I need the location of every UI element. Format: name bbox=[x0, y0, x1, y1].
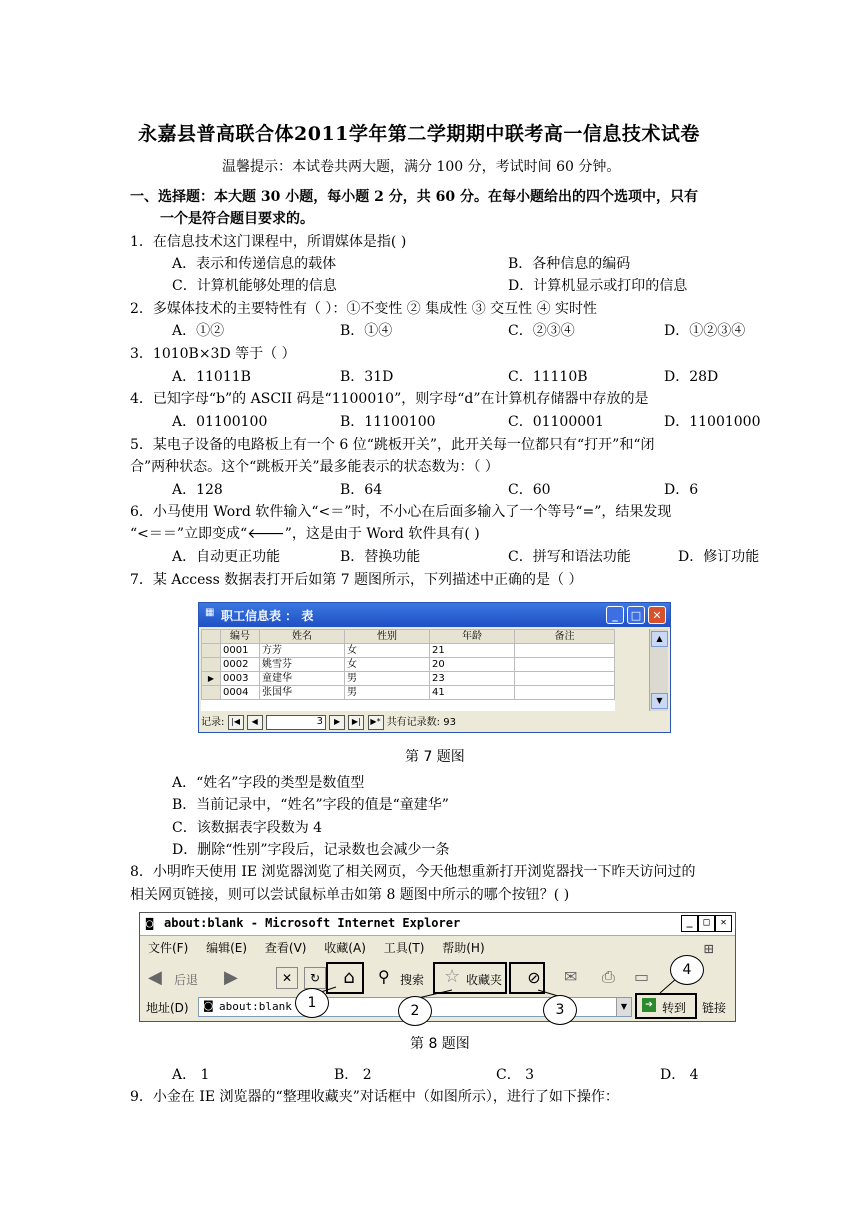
question-5-option-b: B．64 bbox=[340, 482, 383, 498]
menu-view[interactable]: 查看(V) bbox=[264, 941, 307, 955]
menu-tools[interactable]: 工具(T) bbox=[383, 941, 425, 955]
question-4-option-a: A．01100100 bbox=[172, 414, 268, 430]
scroll-up-icon[interactable]: ▲ bbox=[651, 631, 668, 647]
windows-logo-icon: ⊞ bbox=[704, 939, 714, 958]
question-5-stem: 5．某电子设备的电路板上有一个 6 位“跳板开关”，此开关每一位都只有“打开”和“闭 bbox=[130, 437, 655, 453]
home-icon[interactable]: ⌂ bbox=[343, 967, 355, 988]
first-record-icon[interactable]: |◀ bbox=[228, 715, 244, 730]
question-1-option-c: C．计算机能够处理的信息 bbox=[172, 278, 337, 294]
question-3-option-d: D．28D bbox=[664, 369, 719, 385]
new-record-icon[interactable]: ▶* bbox=[368, 715, 384, 730]
search-button-label[interactable]: 搜索 bbox=[400, 973, 425, 987]
table-cell[interactable]: 21 bbox=[430, 644, 515, 658]
callout-2: 2 bbox=[398, 996, 432, 1026]
question-2-option-b: B．①④ bbox=[340, 323, 393, 339]
question-8-option-a: A． 1 bbox=[172, 1067, 210, 1083]
access-window-title: 职工信息表 ： 表 bbox=[221, 609, 314, 623]
question-6-option-b: B．替换功能 bbox=[340, 549, 421, 565]
close-icon[interactable]: ✕ bbox=[648, 606, 666, 624]
question-2-option-a: A．①② bbox=[172, 323, 225, 339]
history-icon[interactable]: ⊘ bbox=[527, 968, 541, 987]
ie-window-title: about:blank - Microsoft Internet Explorer bbox=[164, 916, 461, 930]
exam-notice: 温馨提示：本试卷共两大题，满分 100 分，考试时间 60 分钟。 bbox=[222, 159, 621, 175]
callout-3: 3 bbox=[543, 995, 577, 1025]
menu-edit[interactable]: 编辑(E) bbox=[206, 941, 248, 955]
table-cell[interactable]: 23 bbox=[430, 672, 515, 686]
favorites-button-label[interactable]: 收藏夹 bbox=[466, 973, 503, 987]
record-label: 记录: bbox=[201, 717, 225, 728]
question-8-stem: 8．小明昨天使用 IE 浏览器浏览了相关网页，今天他想重新打开浏览器找一下昨天访问过的 bbox=[130, 864, 696, 880]
forward-arrow-icon[interactable]: ▶ bbox=[224, 967, 238, 988]
address-label: 地址(D) bbox=[146, 1001, 189, 1015]
question-5-stem-cont: 合”两种状态。这个“跳板开关”最多能表示的状态数为：（ ） bbox=[130, 459, 499, 475]
question-2-option-c: C．②③④ bbox=[508, 323, 575, 339]
refresh-icon[interactable]: ↻ bbox=[304, 967, 326, 989]
column-header[interactable]: 性别 bbox=[345, 630, 430, 644]
address-value: about:blank bbox=[219, 1000, 292, 1013]
question-7-stem: 7．某 Access 数据表打开后如第 7 题图所示，下列描述中正确的是（ ） bbox=[130, 572, 583, 588]
ie-page-icon: ◙ bbox=[146, 916, 154, 930]
question-7-option-d: D．删除“性别”字段后，记录数也会减少一条 bbox=[172, 842, 450, 858]
callout-4: 4 bbox=[670, 955, 704, 985]
question-5-option-c: C．60 bbox=[508, 482, 551, 498]
table-cell[interactable]: 0001 bbox=[221, 644, 260, 658]
table-cell[interactable]: 男 bbox=[345, 672, 430, 686]
question-1-stem: 1．在信息技术这门课程中，所谓媒体是指( ) bbox=[130, 234, 407, 250]
links-label[interactable]: 链接 bbox=[702, 1001, 727, 1015]
question-2-stem: 2．多媒体技术的主要特性有（ ）：①不变性 ② 集成性 ③ 交互性 ④ 实时性 bbox=[130, 301, 598, 317]
record-count: 共有记录数: 93 bbox=[386, 717, 456, 728]
question-8-option-b: B． 2 bbox=[334, 1067, 372, 1083]
question-7-option-c: C．该数据表字段数为 4 bbox=[172, 820, 323, 836]
table-cell[interactable]: 0004 bbox=[221, 686, 260, 700]
figure-8-caption: 第 8 题图 bbox=[410, 1036, 470, 1052]
column-header[interactable]: 备注 bbox=[515, 630, 615, 644]
maximize-icon[interactable]: □ bbox=[698, 915, 715, 932]
exam-title: 永嘉县普高联合体2011学年第二学期期中联考高一信息技术试卷 bbox=[138, 123, 700, 145]
table-cell[interactable]: 童建华 bbox=[260, 672, 345, 686]
question-6-stem: 6．小马使用 Word 软件输入“<＝”时，不小心在后面多输入了一个等号“=”，结果发现 bbox=[130, 504, 672, 520]
question-1-option-a: A．表示和传递信息的载体 bbox=[172, 256, 337, 272]
question-6-stem-cont: “<＝＝”立即变成“🡐”，这是由于 Word 软件具有( ) bbox=[130, 526, 480, 542]
edit-icon[interactable]: ▭ bbox=[634, 967, 650, 986]
question-6-option-c: C．拼写和语法功能 bbox=[508, 549, 631, 565]
question-5-option-a: A．128 bbox=[172, 482, 223, 498]
question-8-stem-cont: 相关网页链接，则可以尝试鼠标单击如第 8 题图中所示的哪个按钮？( ) bbox=[130, 887, 570, 903]
question-1-option-b: B．各种信息的编码 bbox=[508, 256, 631, 272]
question-5-option-d: D．6 bbox=[664, 482, 699, 498]
table-cell[interactable]: 男 bbox=[345, 686, 430, 700]
question-4-option-d: D．11001000 bbox=[664, 414, 761, 430]
menu-favorites[interactable]: 收藏(A) bbox=[324, 941, 366, 955]
next-record-icon[interactable]: ▶ bbox=[329, 715, 345, 730]
stop-icon[interactable]: ✕ bbox=[276, 967, 298, 989]
question-2-option-d: D．①②③④ bbox=[664, 323, 746, 339]
scroll-down-icon[interactable]: ▼ bbox=[651, 693, 668, 709]
table-cell[interactable]: 41 bbox=[430, 686, 515, 700]
record-number-field[interactable]: 3 bbox=[266, 715, 326, 730]
menu-file[interactable]: 文件(F) bbox=[148, 941, 189, 955]
question-6-option-a: A．自动更正功能 bbox=[172, 549, 281, 565]
column-header[interactable]: 姓名 bbox=[260, 630, 345, 644]
back-arrow-icon[interactable]: ◀ bbox=[148, 967, 162, 988]
maximize-icon[interactable]: □ bbox=[627, 606, 645, 624]
table-cell[interactable]: 张国华 bbox=[260, 686, 345, 700]
address-dropdown-icon[interactable]: ▼ bbox=[616, 998, 631, 1016]
column-header[interactable]: 年龄 bbox=[430, 630, 515, 644]
go-button-label: 转到 bbox=[662, 1001, 687, 1015]
question-8-option-c: C． 3 bbox=[496, 1067, 535, 1083]
back-button-label[interactable]: 后退 bbox=[174, 973, 199, 987]
go-arrow-icon: ➔ bbox=[642, 998, 656, 1012]
question-4-option-c: C．01100001 bbox=[508, 414, 604, 430]
menu-help[interactable]: 帮助(H) bbox=[442, 941, 485, 955]
question-3-option-c: C．11110B bbox=[508, 369, 588, 385]
table-cell[interactable]: 20 bbox=[430, 658, 515, 672]
table-cell[interactable]: 女 bbox=[345, 658, 430, 672]
callout-1: 1 bbox=[295, 988, 329, 1018]
question-7-option-a: A．“姓名”字段的类型是数值型 bbox=[172, 775, 365, 791]
question-6-option-d: D．修订功能 bbox=[678, 549, 760, 565]
current-record-arrow-icon[interactable]: ▶ bbox=[202, 672, 221, 686]
page-icon: ◙ bbox=[203, 999, 214, 1012]
last-record-icon[interactable]: ▶| bbox=[348, 715, 364, 730]
minimize-icon[interactable]: _ bbox=[606, 606, 624, 624]
question-1-option-d: D．计算机显示或打印的信息 bbox=[508, 278, 688, 294]
question-3-option-a: A．11011B bbox=[172, 369, 251, 385]
question-4-option-b: B．11100100 bbox=[340, 414, 436, 430]
favorites-star-icon[interactable]: ☆ bbox=[444, 966, 461, 987]
figure-7-caption: 第 7 题图 bbox=[405, 749, 465, 765]
table-cell[interactable]: 0002 bbox=[221, 658, 260, 672]
question-3-stem: 3．1010B×3D 等于（ ） bbox=[130, 346, 296, 362]
print-icon[interactable]: ⎙ bbox=[602, 967, 615, 986]
question-3-option-b: B．31D bbox=[340, 369, 394, 385]
question-7-option-b: B．当前记录中，“姓名”字段的值是“童建华” bbox=[172, 797, 449, 813]
table-cell[interactable]: 姚雪芬 bbox=[260, 658, 345, 672]
table-cell[interactable]: 0003 bbox=[221, 672, 260, 686]
close-icon[interactable]: ✕ bbox=[715, 915, 732, 932]
question-9-stem: 9．小金在 IE 浏览器的“整理收藏夹”对话框中（如图所示），进行了如下操作： bbox=[130, 1089, 619, 1105]
question-4-stem: 4．已知字母“b”的 ASCII 码是“1100010”，则字母“d”在计算机存储器中存放的是 bbox=[130, 391, 649, 407]
search-icon[interactable]: ⚲ bbox=[378, 967, 390, 986]
section1-heading-cont: 一个是符合题目要求的。 bbox=[160, 211, 314, 227]
section1-heading: 一、选择题：本大题 30 小题，每小题 2 分，共 60 分。在每小题给出的四个选项中，只有 bbox=[130, 189, 698, 205]
column-header[interactable]: 编号 bbox=[221, 630, 260, 644]
question-8-option-d: D． 4 bbox=[660, 1067, 699, 1083]
table-icon: ▦ bbox=[205, 607, 215, 618]
table-cell[interactable]: 方芳 bbox=[260, 644, 345, 658]
previous-record-icon[interactable]: ◀ bbox=[247, 715, 263, 730]
minimize-icon[interactable]: _ bbox=[681, 915, 698, 932]
table-cell[interactable]: 女 bbox=[345, 644, 430, 658]
mail-icon[interactable]: ✉ bbox=[564, 967, 578, 986]
